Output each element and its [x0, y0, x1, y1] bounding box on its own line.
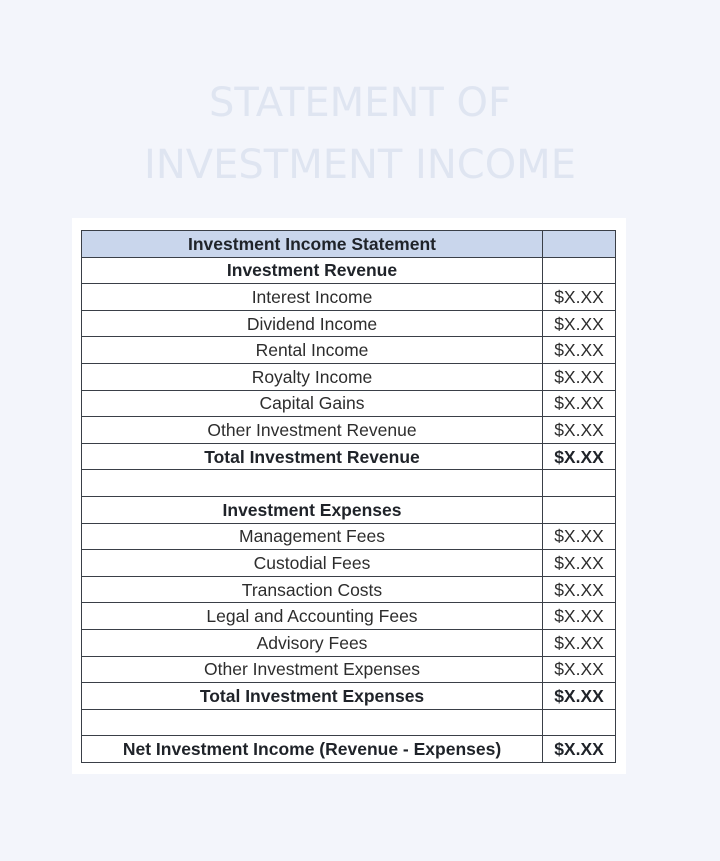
empty-cell [543, 496, 616, 523]
row-label: Rental Income [82, 337, 543, 364]
empty-cell [543, 257, 616, 284]
row-amount: $X.XX [543, 603, 616, 630]
revenue-heading-row [82, 257, 616, 284]
row-label: Other Investment Expenses [82, 656, 543, 683]
net-income-amount: $X.XX [543, 736, 616, 763]
table-header-label: Investment Income Statement [82, 231, 543, 258]
row-amount: $X.XX [543, 550, 616, 577]
table-row [82, 390, 616, 417]
row-amount: $X.XX [543, 523, 616, 550]
row-amount: $X.XX [543, 390, 616, 417]
revenue-heading: Investment Revenue [82, 257, 543, 284]
row-label: Dividend Income [82, 310, 543, 337]
row-label: Capital Gains [82, 390, 543, 417]
table-row [82, 337, 616, 364]
row-amount: $X.XX [543, 284, 616, 311]
row-label: Custodial Fees [82, 550, 543, 577]
table-header-row [82, 231, 616, 258]
empty-cell [82, 470, 543, 497]
row-amount: $X.XX [543, 363, 616, 390]
empty-cell [543, 470, 616, 497]
table-row [82, 310, 616, 337]
row-amount: $X.XX [543, 417, 616, 444]
net-income-row [82, 736, 616, 763]
table-row [82, 603, 616, 630]
expenses-heading-row [82, 496, 616, 523]
row-label: Transaction Costs [82, 576, 543, 603]
table-row [82, 629, 616, 656]
total-revenue-row [82, 443, 616, 470]
investment-income-table [81, 230, 616, 763]
total-expenses-row [82, 683, 616, 710]
table-row [82, 576, 616, 603]
table-row [82, 656, 616, 683]
row-label: Legal and Accounting Fees [82, 603, 543, 630]
row-label: Royalty Income [82, 363, 543, 390]
spacer-row [82, 709, 616, 736]
spacer-row [82, 470, 616, 497]
table-row [82, 284, 616, 311]
total-revenue-label: Total Investment Revenue [82, 443, 543, 470]
table-row [82, 417, 616, 444]
empty-cell [82, 709, 543, 736]
row-label: Interest Income [82, 284, 543, 311]
row-amount: $X.XX [543, 576, 616, 603]
net-income-label: Net Investment Income (Revenue - Expenses) [82, 736, 543, 763]
total-expenses-amount: $X.XX [543, 683, 616, 710]
row-amount: $X.XX [543, 337, 616, 364]
row-label: Other Investment Revenue [82, 417, 543, 444]
empty-cell [543, 709, 616, 736]
row-amount: $X.XX [543, 656, 616, 683]
page-title: STATEMENT OF INVESTMENT INCOME [144, 80, 576, 188]
table-row [82, 363, 616, 390]
table-header-amount [543, 231, 616, 258]
row-label: Advisory Fees [82, 629, 543, 656]
table-row [82, 523, 616, 550]
row-amount: $X.XX [543, 629, 616, 656]
row-amount: $X.XX [543, 310, 616, 337]
row-label: Management Fees [82, 523, 543, 550]
total-expenses-label: Total Investment Expenses [82, 683, 543, 710]
expenses-heading: Investment Expenses [82, 496, 543, 523]
total-revenue-amount: $X.XX [543, 443, 616, 470]
table-row [82, 550, 616, 577]
